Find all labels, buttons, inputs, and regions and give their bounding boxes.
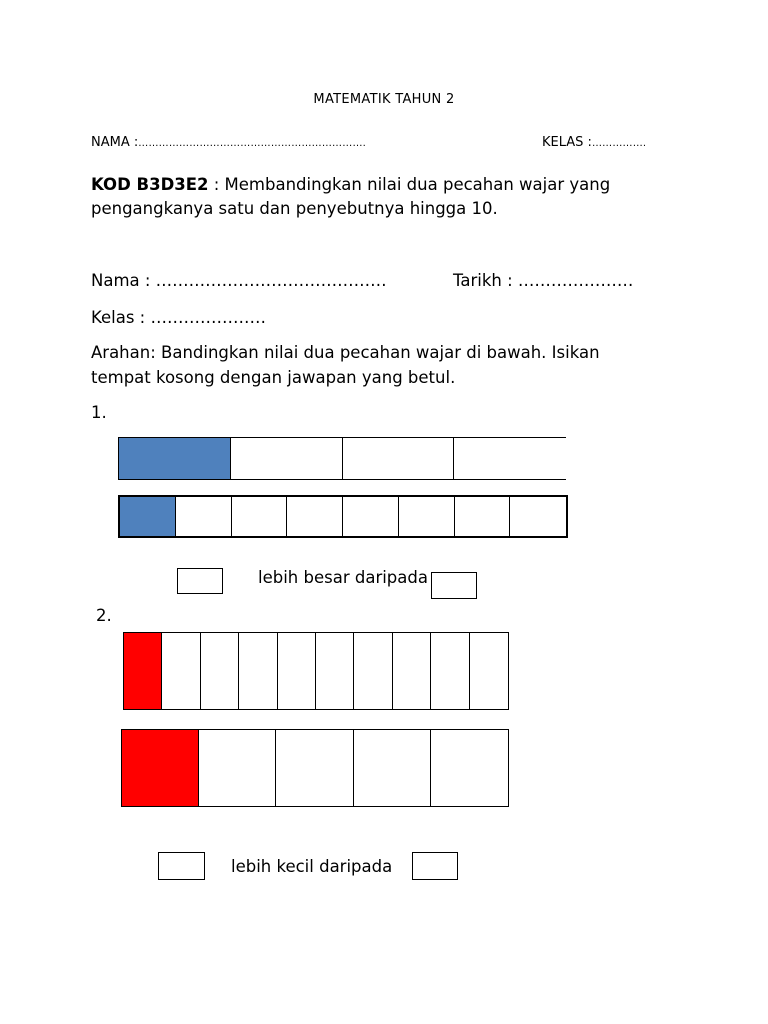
- unshaded-fraction-part: [316, 633, 354, 709]
- unshaded-fraction-part: [176, 497, 232, 536]
- question-1-number: 1.: [91, 403, 107, 422]
- worksheet-title: MATEMATIK TAHUN 2: [313, 92, 455, 107]
- unshaded-fraction-part: [455, 497, 511, 536]
- unshaded-fraction-part: [199, 730, 276, 806]
- unshaded-fraction-part: [510, 497, 566, 536]
- question-1-comparison-text: lebih besar daripada: [258, 568, 428, 587]
- unshaded-fraction-part: [232, 497, 288, 536]
- unshaded-fraction-part: [431, 633, 469, 709]
- question-1-fraction-bar-eighths: [118, 495, 568, 538]
- unshaded-fraction-part: [393, 633, 431, 709]
- header-name-blank[interactable]: ………………………………………………………….: [138, 138, 367, 149]
- header-name-label: NAMA :: [91, 135, 139, 150]
- header-name-field: [91, 135, 366, 150]
- header-class-label: KELAS :: [542, 135, 592, 150]
- unshaded-fraction-part: [470, 633, 508, 709]
- date-field[interactable]: Tarikh : …………………: [453, 271, 634, 290]
- unshaded-fraction-part: [201, 633, 239, 709]
- unshaded-fraction-part: [343, 438, 455, 479]
- question-2-number: 2.: [96, 606, 112, 625]
- unshaded-fraction-part: [354, 633, 392, 709]
- unshaded-fraction-part: [287, 497, 343, 536]
- student-name-field[interactable]: Nama : ……………………………………: [91, 271, 387, 290]
- question-2-fraction-bar-tenths: [123, 632, 509, 710]
- question-1-answer-box-right[interactable]: [431, 572, 477, 599]
- question-2-comparison-text: lebih kecil daripada: [231, 857, 393, 876]
- instructions: Arahan: Bandingkan nilai dua pecahan wajar di bawah. Isikan tempat kosong dengan jawapan yang betul.: [91, 343, 600, 387]
- question-2-fraction-bar-fifths: [121, 729, 509, 807]
- unshaded-fraction-part: [454, 438, 566, 479]
- learning-standard: [91, 173, 691, 221]
- shaded-fraction-part: [119, 438, 231, 479]
- unshaded-fraction-part: [431, 730, 508, 806]
- unshaded-fraction-part: [276, 730, 353, 806]
- student-class-field[interactable]: Kelas : …………………: [91, 308, 266, 327]
- shaded-fraction-part: [120, 497, 176, 536]
- header-class-field: [542, 135, 646, 150]
- learning-standard-code: KOD B3D3E2: [91, 175, 209, 194]
- unshaded-fraction-part: [278, 633, 316, 709]
- unshaded-fraction-part: [162, 633, 200, 709]
- unshaded-fraction-part: [239, 633, 277, 709]
- question-2-answer-box-right[interactable]: [412, 852, 458, 880]
- unshaded-fraction-part: [231, 438, 343, 479]
- shaded-fraction-part: [124, 633, 162, 709]
- question-2-answer-box-left[interactable]: [158, 852, 205, 880]
- question-1-answer-box-left[interactable]: [177, 568, 223, 594]
- header-class-blank[interactable]: …………….: [591, 138, 647, 149]
- shaded-fraction-part: [122, 730, 199, 806]
- unshaded-fraction-part: [343, 497, 399, 536]
- unshaded-fraction-part: [354, 730, 431, 806]
- question-1-fraction-bar-quarters: [118, 437, 566, 480]
- learning-standard-description: : Membandingkan nilai dua pecahan wajar yang pengangkanya satu dan penyebutnya hingga 10.: [91, 175, 611, 218]
- unshaded-fraction-part: [399, 497, 455, 536]
